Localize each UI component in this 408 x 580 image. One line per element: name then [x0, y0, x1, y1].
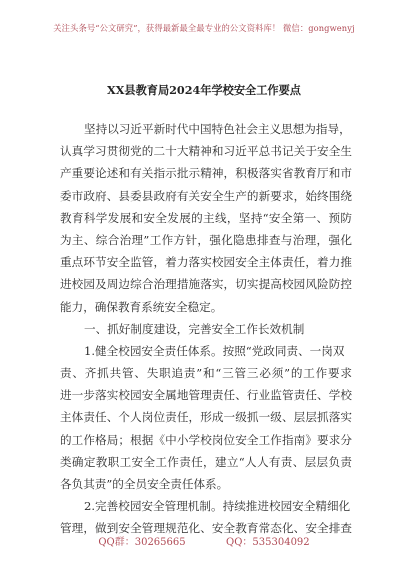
- paragraph-line: 重点环节安全监管，着力落实校园安全主体责任，着力推: [60, 255, 352, 270]
- paragraph-line: 委市政府、县委县政府有关安全生产的新要求，始终围绕: [60, 188, 352, 203]
- paragraph-line: 2.完善校园安全管理机制。持续推进校园安全精细化: [84, 499, 351, 514]
- paragraph-line: 各负其责”的全员安全责任体系。: [60, 477, 229, 491]
- paragraph-line: 认真学习贯彻党的二十大精神和习近平总书记关于安全生: [60, 144, 352, 159]
- paragraph-line: 坚持以习近平新时代中国特色社会主义思想为指导，: [84, 122, 351, 136]
- paragraph-line: 产重要论述和有关指示批示精神，积极落实省教育厅和市: [60, 166, 352, 181]
- document-body: [60, 118, 352, 540]
- promo-banner: 关注头条号“公文研究”，获得最新最全最专业的公文资料库！ 微信：gongwenyj: [53, 23, 355, 33]
- paragraph-line: 1.健全校园安全责任体系。按照“党政同责、一岗双: [84, 343, 345, 358]
- paragraph-line: 为主、综合治理”工作方针，强化隐患排查与治理，强化: [60, 232, 352, 247]
- paragraph-line: 教育科学发展和安全发展的主线，坚持“安全第一、预防: [60, 210, 352, 225]
- qq-contact-text: QQ：535304092: [226, 537, 310, 548]
- paragraph-line: 类确定教职工安全工作责任，建立“人人有责、层层负责: [60, 454, 352, 469]
- qq-group-text: QQ群：30265665: [98, 537, 186, 548]
- contact-footer: [0, 533, 408, 548]
- paragraph-line: 进校园及周边综合治理措施落实，切实提高校园风险防控: [60, 277, 352, 292]
- document-title: XX县教育局2024年学校安全工作要点: [107, 83, 301, 97]
- paragraph-line: 责、齐抓共管、失职追责”和“三管三必须”的工作要求: [60, 366, 352, 381]
- paragraph-line: 的工作格局；根据《中小学校岗位安全工作指南》要求分: [60, 432, 352, 447]
- paragraph-line: 管理，做到安全管理规范化、安全教育常态化、安全排查: [60, 521, 352, 536]
- paragraph-line: 进一步落实校园安全属地管理责任、行业监管责任、学校: [60, 388, 352, 403]
- paragraph-line: 能力，确保教育系统安全稳定。: [60, 299, 223, 314]
- section-heading: 一、抓好制度建设，完善安全工作长效机制: [84, 321, 305, 336]
- paragraph-line: 主体责任、个人岗位责任，形成一级抓一级、层层抓落实: [60, 410, 352, 425]
